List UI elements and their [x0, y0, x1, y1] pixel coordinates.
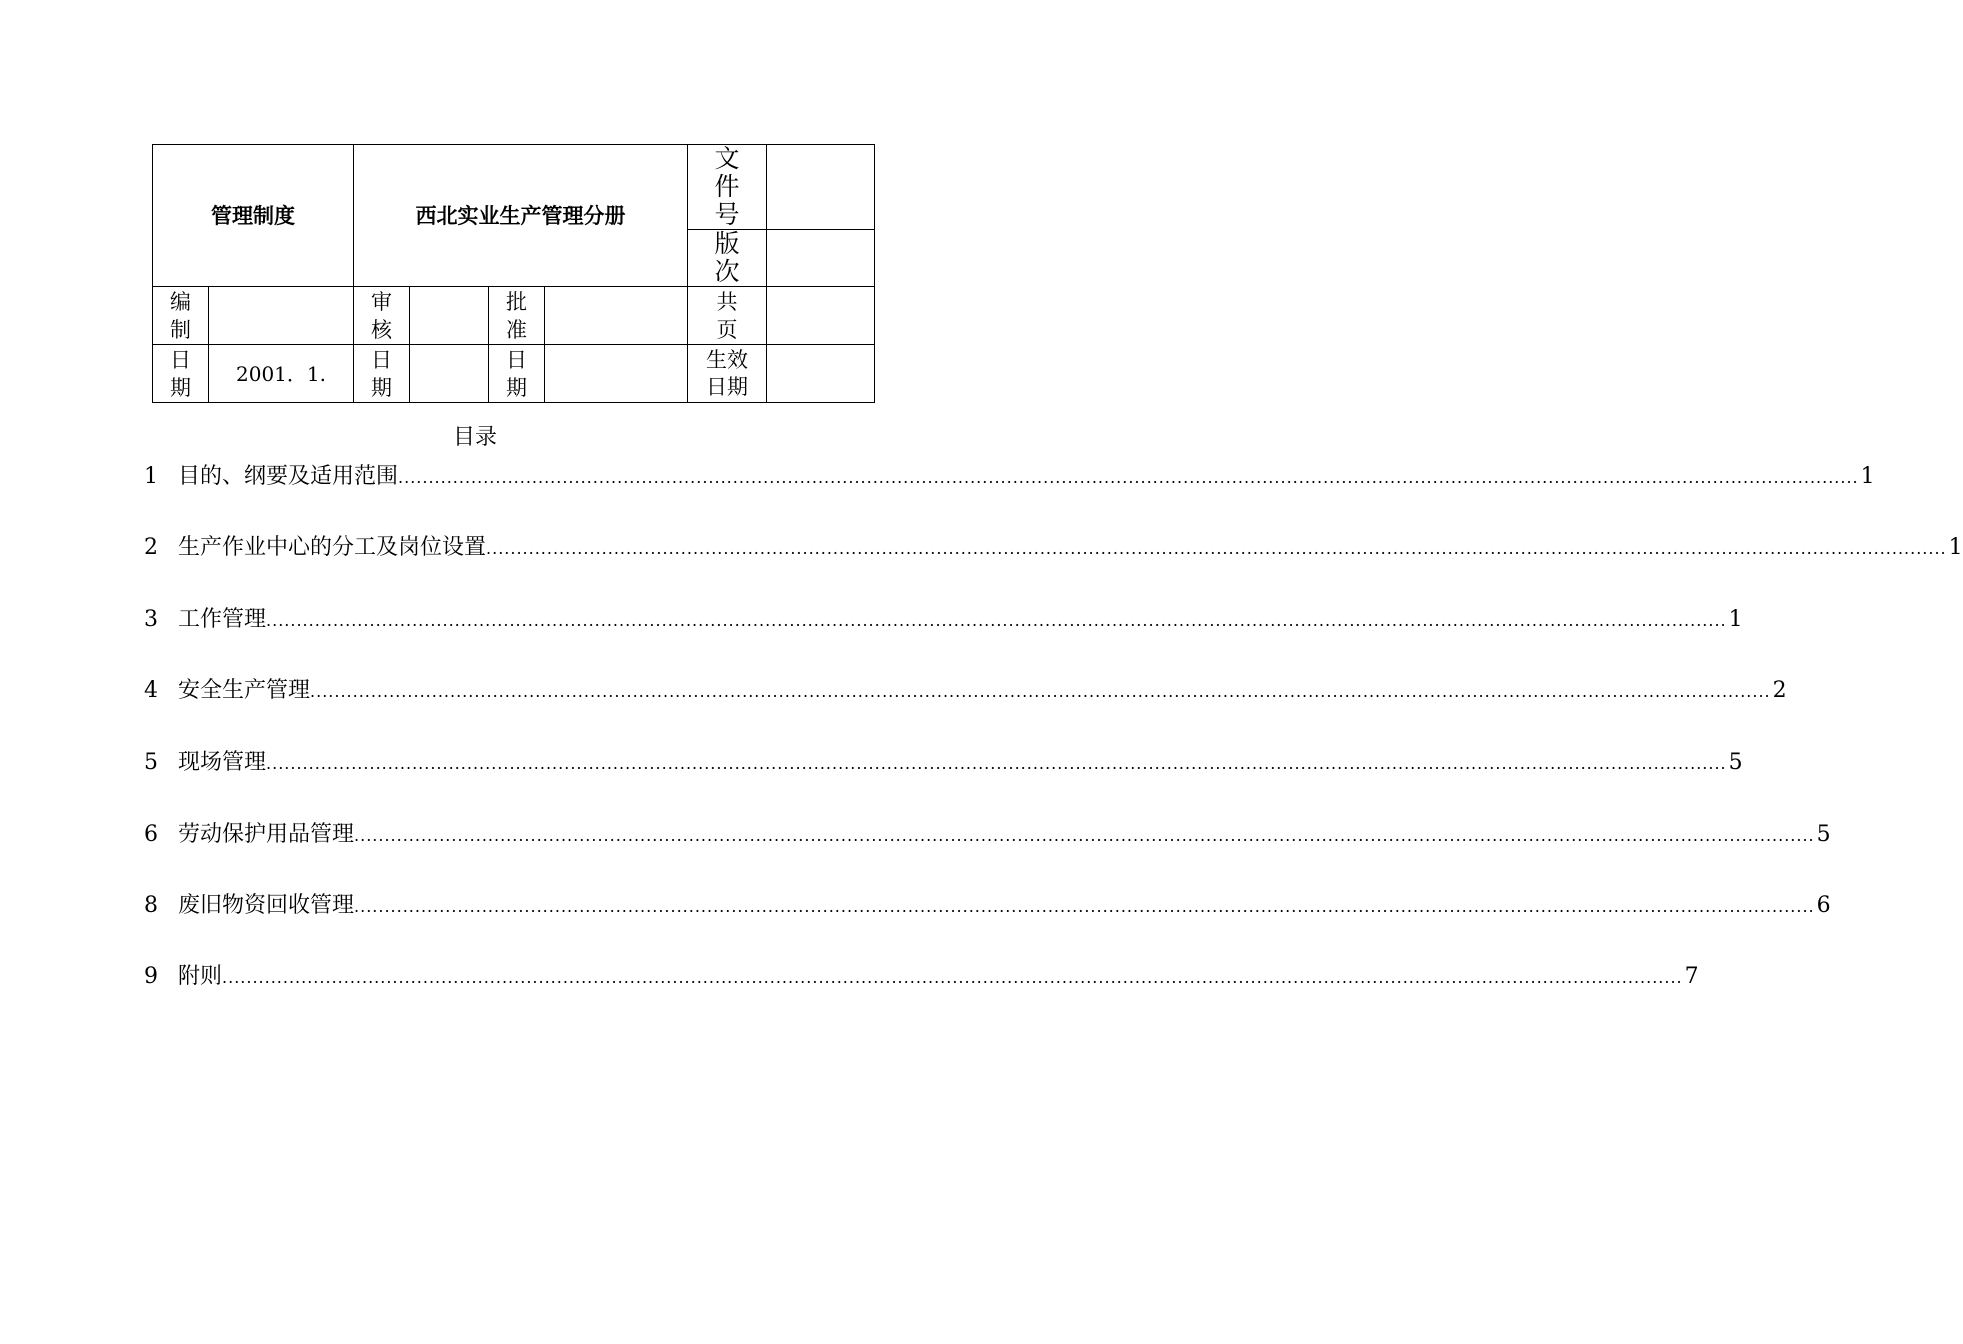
toc-entry-text: 劳动保护用品管理 [178, 822, 355, 847]
date-value-cell [209, 345, 354, 403]
toc-entry-number: 1 [144, 464, 158, 489]
total-pages-value-cell [767, 287, 875, 345]
toc-leader-dots: ................................................................................................................................................................................................................................................ [486, 539, 1947, 558]
doc-title-cell [354, 145, 688, 287]
document-header-table [152, 144, 875, 403]
version-label: 版次 [714, 229, 740, 286]
toc-entry-text: 附则 [178, 964, 223, 989]
approve-date-value-cell [545, 345, 688, 403]
toc-entry-text: 生产作业中心的分工及岗位设置 [178, 535, 487, 560]
toc-leader-dots: ................................................................................................................................................................................................................................................ [222, 968, 1683, 987]
date-value: 2001．1. [236, 361, 326, 386]
toc-entry-number: 4 [144, 678, 158, 703]
toc-entry-text: 现场管理 [178, 750, 267, 775]
approve-value-cell [545, 287, 688, 345]
review-label-cell [354, 287, 410, 345]
toc-entry-page: 1 [1948, 535, 1963, 560]
toc-entry-number: 8 [144, 893, 158, 918]
toc-leader-dots: ................................................................................................................................................................................................................................................ [266, 754, 1727, 773]
doc-type-cell [153, 145, 354, 287]
toc-entry-text: 目的、纲要及适用范围 [178, 464, 399, 489]
total-pages-label-cell [688, 287, 767, 345]
toc-entry-number: 2 [144, 535, 158, 560]
effective-date-label-cell [688, 345, 767, 403]
approve-date-label-cell [489, 345, 545, 403]
review-label: 审核 [370, 289, 392, 342]
toc-entry-page: 5 [1728, 750, 1743, 775]
toc-entry[interactable] [144, 533, 1963, 563]
file-no-label-cell [688, 145, 767, 230]
approve-label: 批准 [505, 289, 527, 342]
approve-label-cell [489, 287, 545, 345]
toc-leader-dots: ................................................................................................................................................................................................................................................ [266, 611, 1727, 630]
file-no-label: 文件号 [714, 144, 740, 229]
toc-entry-page: 6 [1816, 893, 1831, 918]
review-date-label-cell [354, 345, 410, 403]
toc-entry-text: 废旧物资回收管理 [178, 893, 355, 918]
toc-entry-text: 工作管理 [178, 607, 267, 632]
file-no-value-cell [767, 145, 875, 230]
effective-date-value-cell [767, 345, 875, 403]
toc-entry-page: 7 [1684, 964, 1699, 989]
review-date-label: 日期 [370, 347, 392, 400]
total-pages-label: 共页 [716, 289, 738, 342]
toc-entry[interactable] [144, 605, 1743, 635]
toc-title: 目录 [452, 425, 497, 450]
toc-entry-number: 9 [144, 964, 158, 989]
review-value-cell [410, 287, 489, 345]
toc-entry[interactable] [144, 748, 1743, 778]
toc-entry-page: 1 [1728, 607, 1743, 632]
date-label-cell [153, 345, 209, 403]
compile-value-cell [209, 287, 354, 345]
compile-label-cell [153, 287, 209, 345]
approve-date-label: 日期 [505, 347, 527, 400]
toc-entry-number: 6 [144, 822, 158, 847]
toc-entry[interactable] [144, 820, 1831, 850]
toc-entry-number: 3 [144, 607, 158, 632]
toc-entry-page: 1 [1860, 464, 1875, 489]
toc-leader-dots: ................................................................................................................................................................................................................................................ [398, 468, 1859, 487]
toc-entry-number: 5 [144, 750, 158, 775]
version-value-cell [767, 230, 875, 287]
toc-leader-dots: ................................................................................................................................................................................................................................................ [310, 682, 1771, 701]
effective-date-label: 生效日期 [706, 347, 748, 399]
toc-entry[interactable] [144, 962, 1699, 992]
compile-label: 编制 [169, 289, 191, 342]
toc-leader-dots: ................................................................................................................................................................................................................................................ [354, 826, 1815, 845]
doc-type: 管理制度 [211, 203, 295, 228]
toc-entry[interactable] [144, 891, 1831, 921]
toc-leader-dots: ................................................................................................................................................................................................................................................ [354, 897, 1815, 916]
toc-entry-page: 2 [1772, 678, 1787, 703]
version-label-cell [688, 230, 767, 287]
doc-title: 西北实业生产管理分册 [415, 203, 626, 228]
toc-entry-text: 安全生产管理 [178, 678, 311, 703]
toc-entry-page: 5 [1816, 822, 1831, 847]
toc-entry[interactable] [144, 462, 1875, 492]
review-date-value-cell [410, 345, 489, 403]
date-label: 日期 [169, 347, 191, 400]
toc-entry[interactable] [144, 676, 1787, 706]
